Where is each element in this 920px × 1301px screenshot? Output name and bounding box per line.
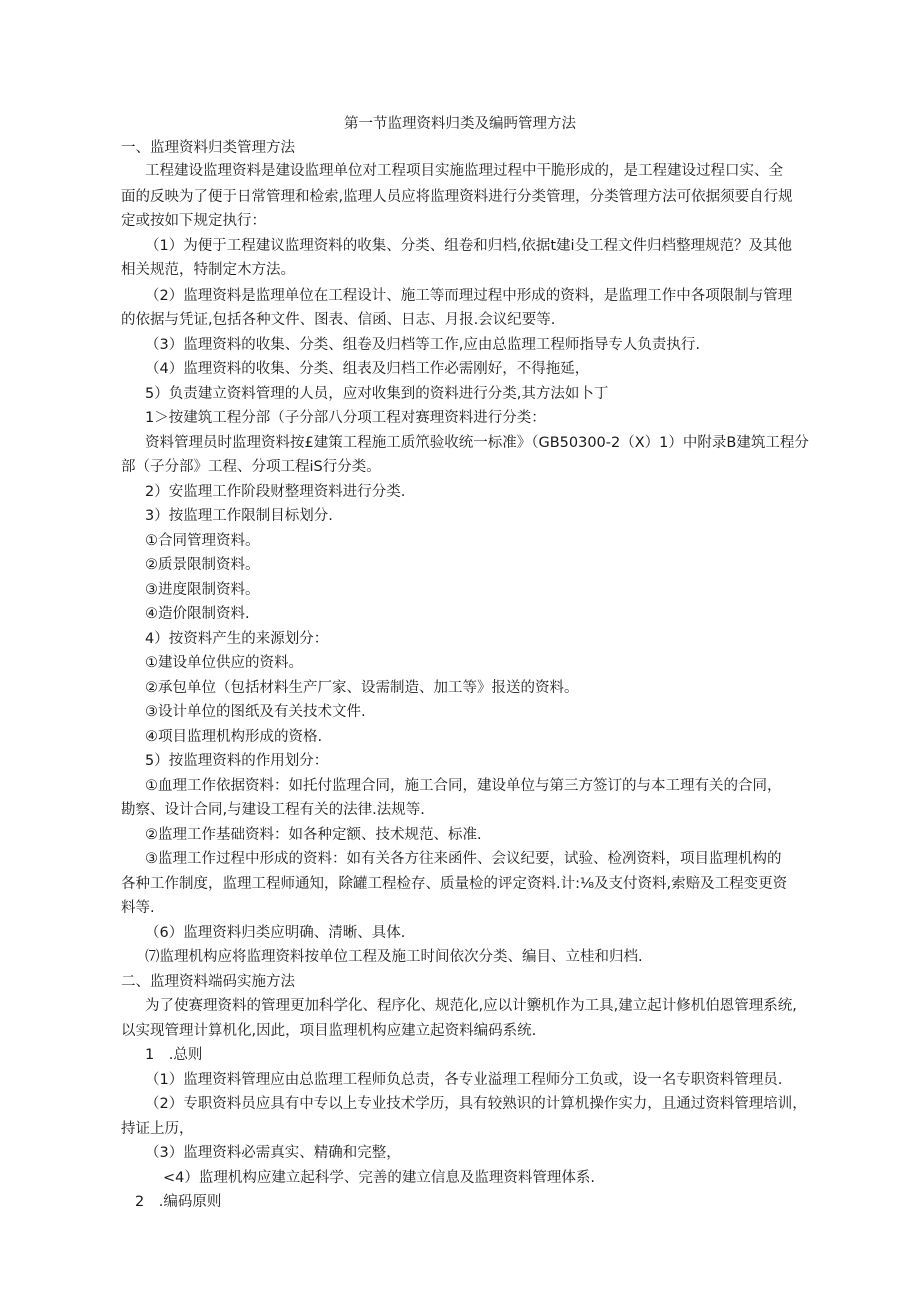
paragraph-line: （1）监理资料管理应由总监理工程师负总责，各专业溢理工程师分工负或，设一名专职资料管理员. — [145, 1072, 783, 1088]
paragraph-line: 4）按资料产生的来源划分： — [145, 631, 329, 647]
paragraph-line: 以实现管理计算机化,因此，项目监理机构应建立起资料编码系统. — [121, 1023, 537, 1039]
list-item: ①血理工作依据资料：如托付监理合同，施工合同，建设单位与第三方签订的与本工理有关的合同， — [145, 778, 782, 794]
list-item: ③进度限制资料。 — [145, 582, 260, 598]
paragraph-line: 资料管理员时监理资料按£建策工程施工质笊验收统一标准》（GB50300-2（X）1）中附录B建筑工程分 — [145, 435, 809, 451]
heading-2: 二、监理资料端码实施方法 — [121, 974, 295, 990]
heading-1: 一、监理资料归类管理方法 — [121, 140, 295, 156]
paragraph-line: （6）监理资料归类应明确、清晰、具体. — [145, 925, 406, 941]
paragraph-line: （1）为便于工程建议监理资料的收集、分类、组卷和归档,依据t建i殳工程文件归档整理规范？及其他 — [145, 238, 793, 254]
list-item: ③监理工作过程中形成的资料：如有关各方往来函件、会议纪要，试验、检冽资料，项目监理机构的 — [145, 851, 782, 867]
paragraph-line: 定或按如下规定执行： — [121, 213, 266, 229]
paragraph-line: 1＞按建筑工程分部（子分部八分项工程对赛理资料进行分类： — [145, 410, 546, 426]
paragraph-line: （3）监理资料必需真实、精确和完整， — [145, 1145, 401, 1161]
subheading: 1 .总则 — [145, 1047, 203, 1063]
paragraph-line: 料等. — [121, 900, 155, 916]
list-item: ①合同管理资料。 — [145, 533, 260, 549]
paragraph-line: 5）负责建立资料管理的人员，应对收集到的资料进行分类,其方法如卜丁 — [145, 386, 609, 402]
paragraph-line: 的依据与凭证,包括各种文件、图表、信函、日志、月报.会议纪要等. — [121, 312, 556, 328]
paragraph-line: （4）监理资料的收集、分类、组表及归档工作必需刚好，不得拖延， — [145, 361, 590, 377]
list-item: ②承包单位（包括材料生产厂家、设需制造、加工等》报送的资料。 — [145, 680, 579, 696]
paragraph-line: 各种工作制度，监理工程师通知，除罐工程检存、质量检的评定资料.计:⅛及支付资料,索赔及工程变更资 — [121, 876, 788, 892]
list-item: ②质景限制资料。 — [145, 557, 260, 573]
list-item: ②监理工作基础资料：如各种定额、技术规范、标准. — [145, 827, 482, 843]
paragraph-line: 工程建设监理资料是建设监理单位对工程项目实施监理过程中干脆形成的，是工程建设过程口实、全 — [145, 163, 783, 179]
list-item: ④造价限制资料. — [145, 606, 250, 622]
subheading: 2 .编码原则 — [135, 1194, 222, 1210]
paragraph-line: （3）监理资料的收集、分类、组卷及归档等工作,应由总监理工程师指导专人负责执行. — [145, 337, 700, 353]
list-item: ④项目监理机构形成的资格. — [145, 729, 323, 745]
section-title: 第一节监理资料归类及编眄管理方法 — [344, 116, 576, 132]
list-item: ③设计单位的图纸及有关技术文件. — [145, 704, 366, 720]
paragraph-line: 持证上历， — [121, 1121, 194, 1137]
paragraph-line: （2）专职资料员应具有中专以上专业技术学历，具有较熟识的计算机操作实力，且通过资料管理培训， — [145, 1096, 807, 1112]
paragraph-line: <4）监理机构应建立起科学、完善的建立信息及监理资料管理体系. — [163, 1170, 595, 1186]
paragraph-line: （2）监理资料是监理单位在工程设计、施工等而理过程中形成的资料，是监理工作中各项限制与管理 — [145, 288, 793, 304]
paragraph-line: 3）按监理工作限制目标划分. — [145, 508, 333, 524]
list-item: ①建设单位供应的资料。 — [145, 655, 303, 671]
paragraph-line: 5）按监理资料的作用划分： — [145, 753, 329, 769]
paragraph-line: 为了使赛理资料的管理更加科学化、程序化、规范化,应以计籞机作为工具,建立起计修机伯恩管理系统, — [145, 998, 797, 1014]
paragraph-line: 勘察、设计合同,与建设工程有关的法律.法规等. — [121, 802, 425, 818]
paragraph-line: 部（子分部》工程、分项工程iS行分类。 — [121, 459, 381, 475]
paragraph-line: 2）安监理工作阶段财整理资料进行分类. — [145, 484, 406, 500]
paragraph-line: ⑺监理机构应将监理资料按单位工程及施工时间依次分类、编目、立桂和归档. — [145, 949, 643, 965]
paragraph-line: 面的反映为了便于日常管理和检索,监理人员应将监理资料进行分类管理，分类管理方法可依据须要自行规 — [121, 189, 793, 205]
paragraph-line: 相关规范，特制定木方法。 — [121, 262, 295, 278]
